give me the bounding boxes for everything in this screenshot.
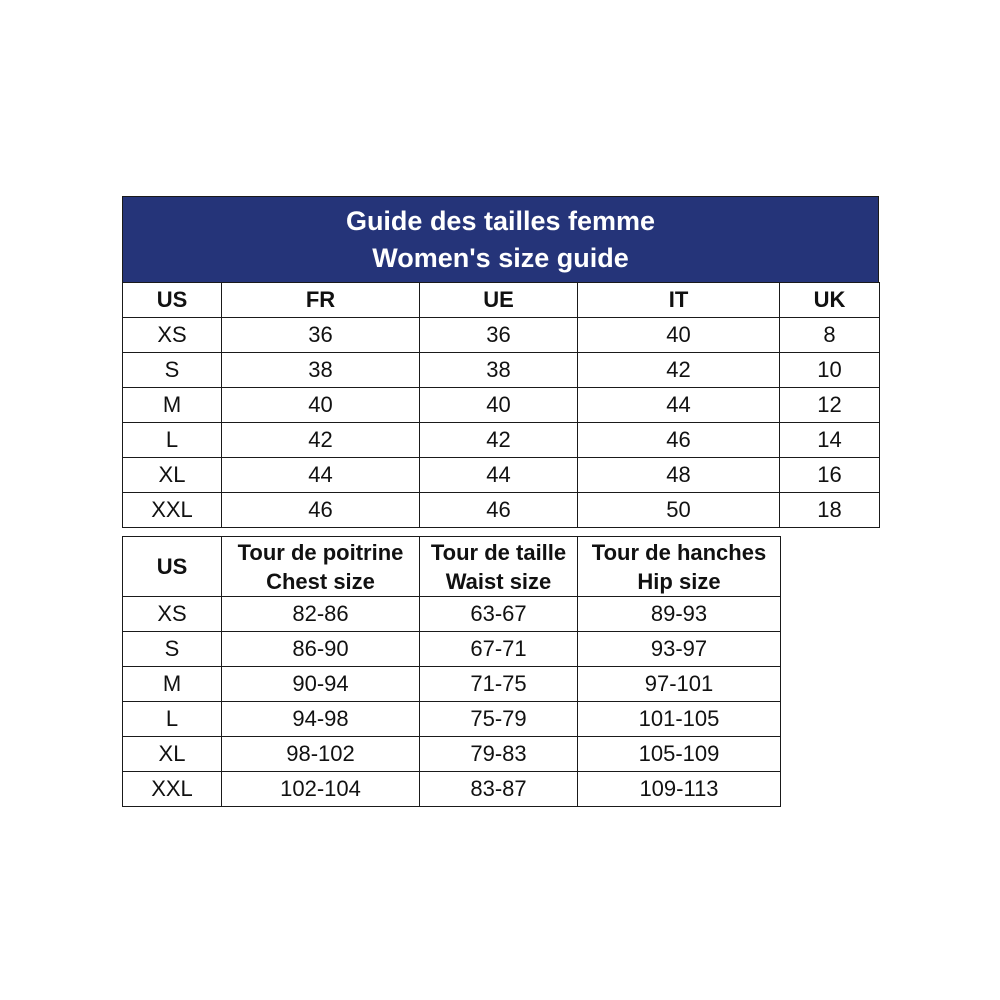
cell-waist: 71-75 <box>420 667 578 702</box>
table-row <box>123 702 781 737</box>
cell-us: XS <box>123 597 222 632</box>
cell-hip: 109-113 <box>578 772 781 807</box>
cell-waist: 75-79 <box>420 702 578 737</box>
body-measurement-table <box>122 536 781 807</box>
cell-us: M <box>123 667 222 702</box>
table-row <box>123 423 880 458</box>
cell-waist: 79-83 <box>420 737 578 772</box>
cell-chest: 98-102 <box>222 737 420 772</box>
table-header-row <box>123 537 781 597</box>
header-label-french: Tour de poitrine <box>237 539 404 565</box>
column-header-us <box>123 537 222 597</box>
cell-ue: 38 <box>420 353 578 388</box>
cell-us: M <box>123 388 222 423</box>
cell-it: 50 <box>578 493 780 528</box>
title-english: Women's size guide <box>372 243 629 273</box>
header-label-english: Waist size <box>445 568 552 594</box>
column-header-fr: FR <box>222 283 420 318</box>
table-header-row <box>123 283 880 318</box>
cell-fr: 40 <box>222 388 420 423</box>
cell-uk: 16 <box>780 458 880 493</box>
title-french: Guide des tailles femme <box>345 206 656 236</box>
cell-chest: 82-86 <box>222 597 420 632</box>
cell-fr: 46 <box>222 493 420 528</box>
cell-hip: 89-93 <box>578 597 781 632</box>
cell-us: L <box>123 702 222 737</box>
cell-us: S <box>123 353 222 388</box>
column-header-hip <box>578 537 781 597</box>
table-row <box>123 458 880 493</box>
cell-hip: 97-101 <box>578 667 781 702</box>
column-header-us: US <box>123 283 222 318</box>
cell-uk: 8 <box>780 318 880 353</box>
cell-us: XL <box>123 737 222 772</box>
cell-chest: 90-94 <box>222 667 420 702</box>
table-row <box>123 597 781 632</box>
cell-hip: 105-109 <box>578 737 781 772</box>
cell-fr: 42 <box>222 423 420 458</box>
header-label-french: Tour de hanches <box>591 539 767 565</box>
cell-uk: 14 <box>780 423 880 458</box>
size-conversion-table <box>122 282 880 528</box>
table-row <box>123 493 880 528</box>
table-row <box>123 737 781 772</box>
cell-uk: 10 <box>780 353 880 388</box>
size-guide-title <box>122 196 879 282</box>
cell-us: L <box>123 423 222 458</box>
cell-ue: 42 <box>420 423 578 458</box>
cell-ue: 46 <box>420 493 578 528</box>
cell-it: 42 <box>578 353 780 388</box>
cell-it: 46 <box>578 423 780 458</box>
cell-it: 44 <box>578 388 780 423</box>
table-row <box>123 632 781 667</box>
header-label-english: Hip size <box>637 568 721 594</box>
column-header-waist <box>420 537 578 597</box>
column-header-chest <box>222 537 420 597</box>
table-row <box>123 318 880 353</box>
header-label-french: Tour de taille <box>430 539 567 565</box>
cell-fr: 44 <box>222 458 420 493</box>
cell-ue: 44 <box>420 458 578 493</box>
cell-uk: 12 <box>780 388 880 423</box>
cell-waist: 63-67 <box>420 597 578 632</box>
cell-us: XS <box>123 318 222 353</box>
cell-chest: 94-98 <box>222 702 420 737</box>
cell-waist: 67-71 <box>420 632 578 667</box>
cell-ue: 40 <box>420 388 578 423</box>
header-label-english: Chest size <box>266 568 375 594</box>
column-header-it: IT <box>578 283 780 318</box>
cell-us: XXL <box>123 493 222 528</box>
header-label: US <box>156 554 188 579</box>
cell-hip: 101-105 <box>578 702 781 737</box>
column-header-ue: UE <box>420 283 578 318</box>
table-row <box>123 388 880 423</box>
cell-us: XXL <box>123 772 222 807</box>
cell-waist: 83-87 <box>420 772 578 807</box>
cell-chest: 86-90 <box>222 632 420 667</box>
cell-fr: 38 <box>222 353 420 388</box>
cell-hip: 93-97 <box>578 632 781 667</box>
cell-it: 48 <box>578 458 780 493</box>
column-header-uk: UK <box>780 283 880 318</box>
cell-us: S <box>123 632 222 667</box>
table-row <box>123 667 781 702</box>
table-row <box>123 772 781 807</box>
cell-us: XL <box>123 458 222 493</box>
cell-ue: 36 <box>420 318 578 353</box>
cell-uk: 18 <box>780 493 880 528</box>
table-row <box>123 353 880 388</box>
cell-it: 40 <box>578 318 780 353</box>
cell-fr: 36 <box>222 318 420 353</box>
cell-chest: 102-104 <box>222 772 420 807</box>
